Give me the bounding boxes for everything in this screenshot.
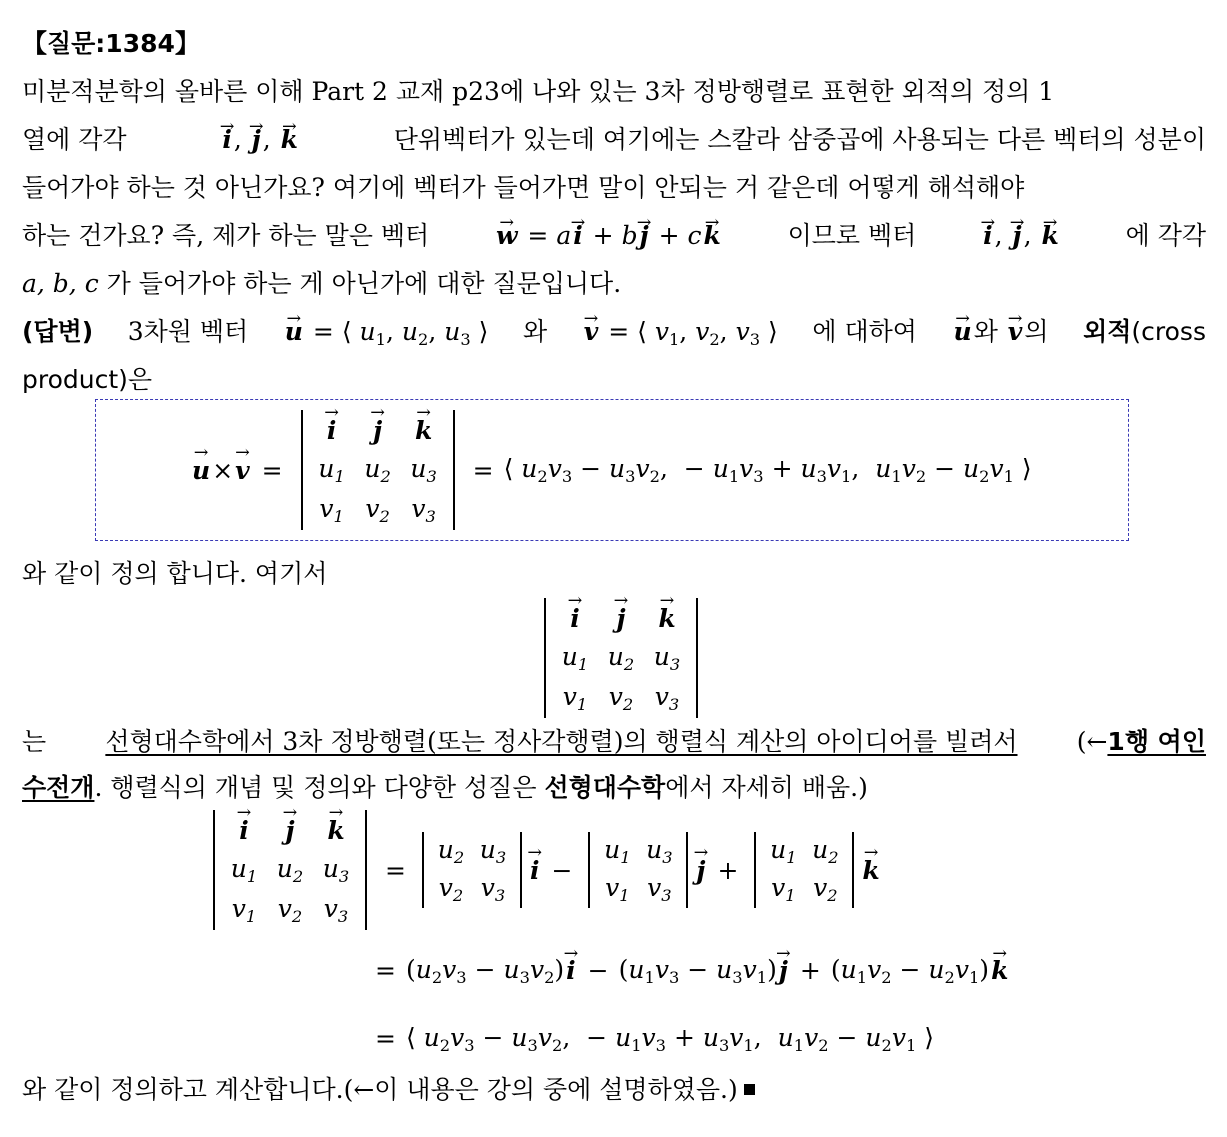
unit-vectors-ijk-2: → i, → j, → k [981, 212, 1061, 260]
question-text-4b: 이므로 벡터 [787, 221, 917, 250]
answer-line-2 [22, 356, 1206, 404]
answer-label: (답변) [22, 317, 94, 346]
paragraph-line-2 [22, 764, 868, 812]
answer-text-1a: 3차원 벡터 [127, 317, 249, 346]
expansion-step-3: = ⟨ $u_2v_3 - u_3v_2$, − $u_1v_3 + u_3v_1$, $u_1v_2 - u_2v_1$ ⟩ [375, 1023, 934, 1055]
question-text-2b: 단위벡터가 있는데 여기에는 스칼라 삼중곱에 사용되는 다른 벡터의 성분이 [393, 125, 1206, 154]
answer-line-1 [22, 308, 1206, 356]
standalone-determinant [536, 598, 706, 718]
question-line-5 [22, 212, 1206, 260]
end-mark-icon [744, 1084, 755, 1095]
vector-u-def: → u = ⟨ $u_1$, $u_2$, $u_3$ ⟩ [283, 308, 489, 356]
cross-product-definition: → u × → v = → i → j → k $u_1$ $u_2$ $u_3$ $v_1$ $v_2$ $v_3$ = ⟨ $u_2v_3 - u_3v_2$, − $u_1v_3 + u_3v_1$, $u_1v_2 - u_2v_1$ ⟩ [190, 410, 1032, 530]
question-line-6 [22, 260, 1206, 308]
document-page [22, 20, 1206, 404]
minor-i: $u_2$ $u_3$ $v_2$ $v_3$ [422, 832, 522, 908]
para-text-a: 는 [22, 727, 47, 756]
answer-text-1c: 에 대하여 [812, 317, 917, 346]
paragraph-line-1 [22, 718, 1206, 766]
row-expansion-1: 1행 여인 [1107, 727, 1206, 756]
cross-label: 외적 [1083, 317, 1132, 346]
linear-algebra-link[interactable]: 선형대수학에서 3차 정방행렬(또는 정사각행렬)의 행렬식 계산의 아이디어를 빌려서 [105, 727, 1018, 756]
answer-text-1d: 와 [973, 317, 998, 346]
scalars-abc: a, b, c [22, 269, 99, 298]
determinant-3x3: → i → j → k $u_1$ $u_2$ $u_3$ $v_1$ $v_2$ $v_3$ [301, 410, 455, 530]
para-text-b: (← [1076, 727, 1108, 756]
answer-text-2: product)은 [22, 365, 153, 394]
question-text-4c: 에 각각 [1125, 221, 1206, 250]
final-line [22, 1066, 755, 1114]
question-text-3: 들어가야 하는 것 아닌가요? 여기에 벡터가 들어가면 말이 안되는 거 같은데 어떻게 해석해야 [22, 173, 1025, 202]
para-text-c: . 행렬식의 개념 및 정의와 다양한 성질은 [94, 773, 537, 802]
minor-k: $u_1$ $u_2$ $v_1$ $v_2$ [754, 832, 854, 908]
para-note [1077, 718, 1206, 766]
cross-product-term [1083, 308, 1206, 356]
question-line-1 [22, 20, 1206, 68]
question-line-3 [22, 116, 1206, 164]
question-text-2a: 열에 각각 [22, 125, 127, 154]
row-expansion-2: 수전개 [22, 773, 95, 802]
determinant-3x3-c: → i → j → k $u_1$ $u_2$ $u_3$ $v_1$ $v_2$ $v_3$ [213, 810, 367, 930]
question-text-1: 미분적분학의 올바른 이해 Part 2 교재 p23에 나와 있는 3차 정방행렬로 표현한 외적의 정의 1 [22, 77, 1055, 106]
expansion-formula: → i → j → k $u_1$ $u_2$ $u_3$ $v_1$ $v_2$ $v_3$ = $u_2$ $u_3$ $v_2$ $v_3$ → i − $u_1$ $u_3$ $v_1$ $v_3$ → j + $u_1$ $u_2$ $v_1$ $v_2$ → k [205, 810, 882, 930]
determinant-3x3-b: → i → j → k $u_1$ $u_2$ $u_3$ $v_1$ $v_2$ $v_3$ [544, 598, 698, 718]
cross-english: (cross [1131, 317, 1206, 346]
after-box-line [22, 550, 327, 598]
linear-algebra-bold: 선형대수학 [544, 773, 666, 802]
question-line-4 [22, 164, 1206, 212]
vector-v-def: → v = ⟨ $v_1$, $v_2$, $v_3$ ⟩ [582, 308, 778, 356]
expansion-step-2: = $(u_2v_3 - u_3v_2)$ → i − $(u_1v_3 - u_3v_1)$ → j + $(u_1v_2 - u_2v_1)$ → k [365, 955, 1010, 987]
minor-j: $u_1$ $u_3$ $v_1$ $v_3$ [588, 832, 688, 908]
cross-product-result: ⟨ $u_2v_3 - u_3v_2$, − $u_1v_3 + u_3v_1$, $u_1v_2 - u_2v_1$ ⟩ [503, 454, 1032, 486]
unit-vectors-ijk: → i, → j, → k [220, 116, 300, 164]
vector-w-formula: → w = a→ i + b→ j + c→ k [494, 212, 723, 260]
question-text-4a: 하는 건가요? 즉, 제가 하는 말은 벡터 [22, 221, 430, 250]
after-box-text: 와 같이 정의 합니다. 여기서 [22, 559, 328, 588]
question-text-5: 가 들어가야 하는 게 아닌가에 대한 질문입니다. [106, 269, 622, 298]
para-text-d: 에서 자세히 배움.) [665, 773, 868, 802]
answer-text-1e: 의 [1024, 317, 1049, 346]
question-label: 【질문:1384】 [22, 29, 200, 58]
question-line-2 [22, 68, 1206, 116]
answer-text-1b: 와 [523, 317, 548, 346]
u-and-v: → u와 → v의 [952, 308, 1049, 356]
final-text: 와 같이 정의하고 계산합니다.(←이 내용은 강의 중에 설명하였음.) [22, 1075, 738, 1104]
